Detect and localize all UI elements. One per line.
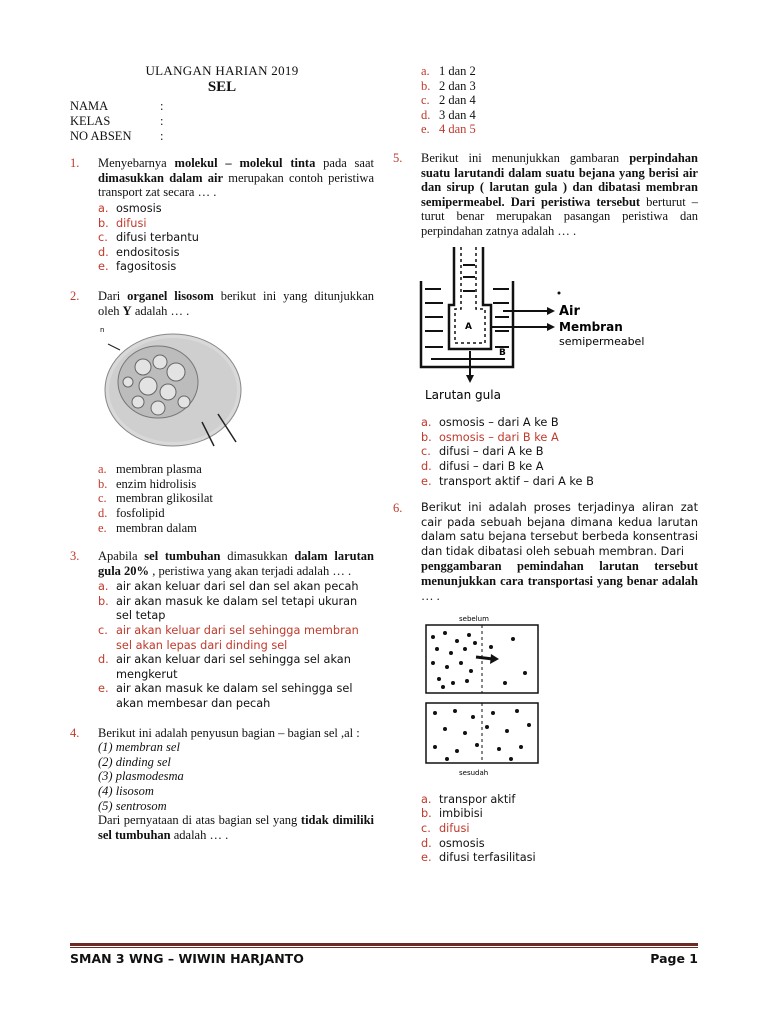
- option-e[interactable]: e. air akan masuk ke dalam sel sehingga sel akan membesar dan pecah: [98, 682, 353, 711]
- svg-text:semipermeabel: semipermeabel: [559, 334, 645, 348]
- question-1: [70, 156, 374, 275]
- statement-item: (4) lisosom: [98, 784, 154, 798]
- option-e[interactable]: e. 4 dan 5: [421, 122, 476, 137]
- question-3: [70, 549, 374, 712]
- option-b[interactable]: b. osmosis – dari B ke A: [421, 430, 559, 444]
- svg-text:sebelum: sebelum: [459, 615, 489, 624]
- question-text: Apabila sel tumbuhan dimasukkan dalam larutan gula 20% , peristiwa yang akan terjadi adalah … .: [98, 549, 374, 578]
- question-text: Berikut ini menunjukkan gambaran perpindahan suatu larutandi dalam suatu bejana yang berisi air dan sirup ( larutan gula ) dan dibatasi membran semipermeabel. Dari peristiwa tersebut berturut – turut benar merupakan pasangan peristiwa dan perpindahan zatnya adalah … .: [421, 150, 698, 238]
- option-d[interactable]: d. 3 dan 4: [421, 107, 476, 122]
- field-label: NAMA: [70, 99, 109, 114]
- option-b[interactable]: b. enzim hidrolisis: [98, 476, 197, 491]
- question-number: 6.: [393, 501, 403, 516]
- osmosis-diagram: [421, 247, 698, 411]
- option-a[interactable]: a. osmosis: [98, 201, 162, 215]
- footer-divider-thin: [70, 947, 698, 948]
- right-column: [393, 64, 698, 866]
- question-intro: Berikut ini adalah penyusun bagian – bagian sel ,al :: [98, 725, 360, 740]
- svg-text:n: n: [100, 326, 105, 335]
- question-text-bold: penggambaran pemindahan larutan tersebut menunjukkan cara transportasi yang benar adalah … .: [421, 559, 698, 603]
- option-e[interactable]: e. difusi terfasilitasi: [421, 851, 536, 865]
- field-label: KELAS: [70, 114, 111, 129]
- question-number: 4.: [70, 725, 80, 740]
- answer-options: [98, 580, 374, 711]
- question-number: 5.: [393, 150, 403, 165]
- option-a[interactable]: a. 1 dan 2: [421, 64, 476, 78]
- svg-text:Air: Air: [559, 303, 580, 319]
- option-a[interactable]: a. membran plasma: [98, 462, 202, 477]
- statement-item: (1) membran sel: [98, 740, 180, 755]
- option-d[interactable]: d. air akan keluar dari sel sehingga sel akan mengkerut: [98, 653, 351, 681]
- question-number: 1.: [70, 156, 80, 171]
- statement-item: (3) plasmodesma: [98, 769, 184, 784]
- field-sep: :: [160, 129, 164, 144]
- option-e[interactable]: e. membran dalam: [98, 520, 197, 535]
- exam-subtitle: SEL: [207, 78, 237, 95]
- exam-title: ULANGAN HARIAN 2019: [145, 63, 299, 78]
- option-a[interactable]: a. air akan keluar dari sel dan sel akan pecah: [98, 580, 359, 594]
- option-e[interactable]: e. transport aktif – dari A ke B: [421, 474, 594, 488]
- option-a[interactable]: a. osmosis – dari A ke B: [421, 416, 559, 430]
- page-footer: [70, 952, 698, 967]
- class-field: [70, 114, 374, 129]
- option-b[interactable]: b. imbibisi: [421, 807, 483, 821]
- option-d[interactable]: d. fosfolipid: [98, 505, 165, 520]
- option-d[interactable]: d. osmosis: [421, 836, 485, 850]
- answer-options: [421, 793, 698, 866]
- footer-author: SMAN 3 WNG – WIWIN HARJANTO: [70, 951, 304, 966]
- absen-field: [70, 129, 374, 144]
- option-a[interactable]: a. transpor aktif: [421, 792, 516, 806]
- question-number: 2.: [70, 288, 80, 303]
- question-text: Berikut ini adalah proses terjadinya aliran zat cair pada sebuah bejana dimana kedua larutan dalam satu bejana tersebut berbeda konsentrasi dan tidak dibatasi oleh sebuah membran. Dari: [421, 501, 698, 558]
- statement-list: [98, 740, 374, 813]
- footer-divider: [70, 943, 698, 946]
- option-c[interactable]: c. difusi: [421, 822, 470, 836]
- answer-options: [98, 462, 374, 535]
- q4-answer-options: [421, 64, 698, 137]
- option-b[interactable]: b. difusi: [98, 216, 147, 230]
- svg-text:Larutan gula: Larutan gula: [425, 387, 501, 402]
- statement-item: (2) dinding sel: [98, 754, 171, 769]
- option-c[interactable]: c. membran glikosilat: [98, 491, 213, 506]
- answer-options: [98, 202, 374, 275]
- statement-item: (5) sentrosom: [98, 798, 167, 813]
- page-number: Page 1: [650, 951, 698, 966]
- svg-text:B: B: [499, 347, 506, 358]
- answer-options: [421, 416, 698, 489]
- question-4: [70, 726, 374, 843]
- option-e[interactable]: e. fagositosis: [98, 260, 177, 274]
- question-number: 3.: [70, 549, 80, 564]
- field-sep: :: [160, 114, 164, 129]
- svg-text:A: A: [465, 321, 472, 332]
- left-column: [70, 64, 374, 842]
- option-c[interactable]: c. 2 dan 4: [421, 93, 476, 108]
- option-c[interactable]: c. difusi terbantu: [98, 231, 199, 245]
- question-6: [393, 501, 698, 866]
- svg-text:sesudah: sesudah: [459, 769, 489, 778]
- question-text: Dari organel lisosom berikut ini yang ditunjukkan oleh Y adalah … .: [98, 288, 374, 318]
- option-b[interactable]: b. 2 dan 3: [421, 78, 476, 93]
- question-text: Dari pernyataan di atas bagian sel yang tidak dimiliki sel tumbuhan adalah … .: [98, 813, 374, 842]
- question-2: [70, 289, 374, 535]
- field-label: NO ABSEN: [70, 129, 132, 144]
- diffusion-diagram: [421, 613, 698, 781]
- name-field: [70, 99, 374, 114]
- field-sep: :: [160, 99, 164, 114]
- question-text: Menyebarnya molekul – molekul tinta pada saat dimasukkan dalam air merupakan contoh peristiwa transport zat secara … .: [98, 156, 375, 200]
- option-c[interactable]: c. air akan keluar dari sel sehingga membran sel akan lepas dari dinding sel: [98, 624, 359, 652]
- option-b[interactable]: b. air akan masuk ke dalam sel tetapi ukuran sel tetap: [98, 594, 358, 623]
- option-d[interactable]: d. endositosis: [98, 245, 180, 259]
- option-d[interactable]: d. difusi – dari B ke A: [421, 459, 544, 473]
- question-5: [393, 151, 698, 489]
- lysosome-cell-image: [98, 322, 248, 452]
- option-c[interactable]: c. difusi – dari A ke B: [421, 445, 544, 459]
- svg-text:Membran: Membran: [559, 319, 623, 334]
